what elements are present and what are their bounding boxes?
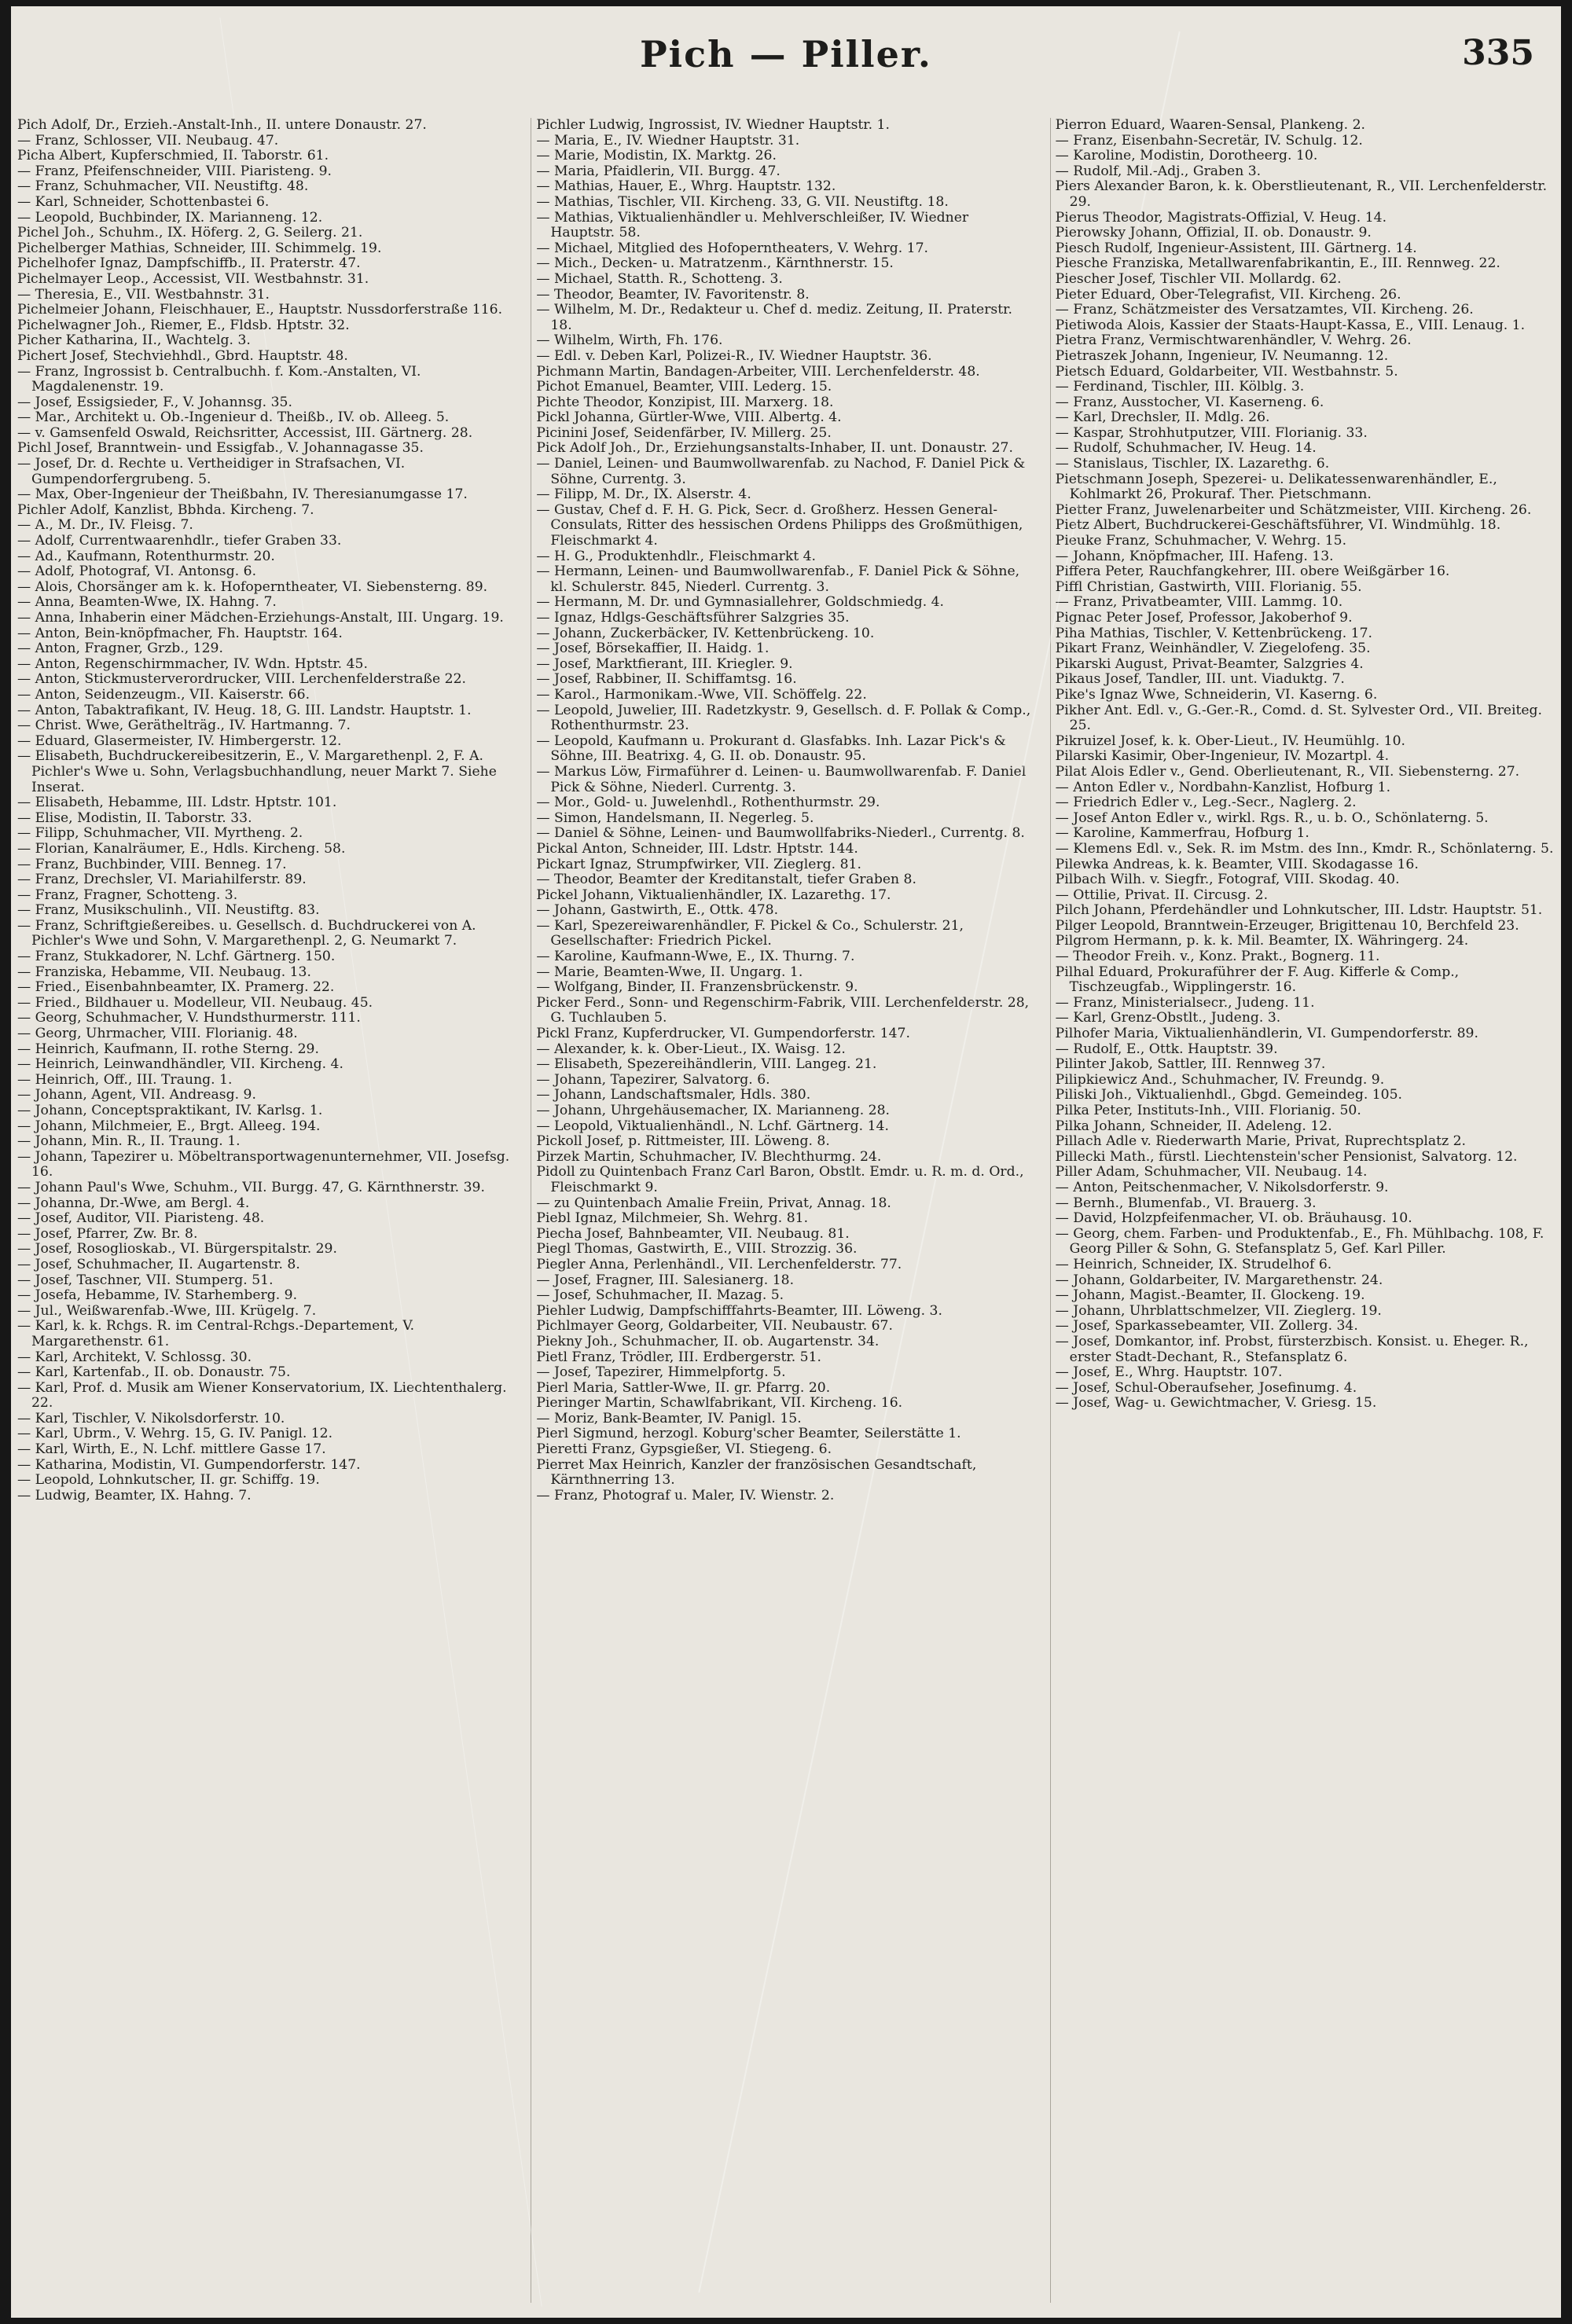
directory-entry: Picker Ferd., Sonn- und Regenschirm-Fabrik, VIII. Lerchenfelderstr. 28, G. Tuchlauben 5. <box>536 994 1030 1026</box>
directory-entry: Pilbach Wilh. v. Siegfr., Fotograf, VIII. Skodag. 40. <box>1055 872 1400 888</box>
directory-entry: Pichert Josef, Stechviehhdl., Gbrd. Hauptstr. 48. <box>17 347 348 364</box>
directory-entry: — Maria, E., IV. Wiedner Hauptstr. 31. <box>536 132 800 149</box>
directory-entry: — Michael, Mitglied des Hofoperntheaters, V. Wehrg. 17. <box>536 240 928 256</box>
directory-entry: — Rudolf, Schuhmacher, IV. Heug. 14. <box>1055 440 1317 457</box>
directory-entry: — Franz, Buchbinder, VIII. Benneg. 17. <box>17 856 287 872</box>
directory-entry: — Josef, Schuhmacher, II. Augartenstr. 8. <box>17 1256 300 1272</box>
directory-entry: — Elisabeth, Buchdruckereibesitzerin, E., V. Margarethenpl. 2, F. A. Pichler's Wwe u. Sohn, Verlagsbuchhandlung, neuer Markt 7. Siehe Inserat. <box>17 748 497 795</box>
directory-entry: — Leopold, Buchbinder, IX. Marianneng. 12. <box>17 209 323 226</box>
directory-entry: — Johann, Landschaftsmaler, Hdls. 380. <box>536 1087 811 1103</box>
directory-entry: — Franz, Schuhmacher, VII. Neustiftg. 48. <box>17 178 309 195</box>
directory-entry: — Daniel, Leinen- und Baumwollwarenfab. zu Nachod, F. Daniel Pick & Söhne, Currentg. 3. <box>536 456 1026 487</box>
directory-entry: — Eduard, Glasermeister, IV. Himbergerstr. 12. <box>17 732 342 749</box>
directory-entry: — Johann, Uhrblattschmelzer, VII. Zieglerg. 19. <box>1055 1302 1382 1319</box>
directory-entry: — Franz, Schlosser, VII. Neubaug. 47. <box>17 132 279 149</box>
directory-entry: — Karol., Harmonikam.-Wwe, VII. Schöffelg. 22. <box>536 686 867 703</box>
directory-entry: Piesche Franziska, Metallwarenfabrikantin, E., III. Rennweg. 22. <box>1055 255 1500 272</box>
directory-entry: — Markus Löw, Firmaführer d. Leinen- u. Baumwollwarenfab. F. Daniel Pick & Söhne, Niederl. Currentg. 3. <box>536 763 1027 795</box>
directory-entry: — David, Holzpfeifenmacher, VI. ob. Bräuhausg. 10. <box>1055 1210 1412 1227</box>
directory-entry: — Josef, Pfarrer, Zw. Br. 8. <box>17 1225 198 1242</box>
directory-entry: — H. G., Produktenhdlr., Fleischmarkt 4. <box>536 548 817 564</box>
directory-entry: Pickl Johanna, Gürtler-Wwe, VIII. Albertg. 4. <box>536 409 842 426</box>
directory-entry: Pichler Adolf, Kanzlist, Bbhda. Kircheng. 7. <box>17 501 314 518</box>
directory-entry: — Josef, Wag- u. Gewichtmacher, V. Griesg. 15. <box>1055 1395 1377 1412</box>
directory-entry: — Adolf, Currentwaarenhdlr., tiefer Graben 33. <box>17 533 342 549</box>
directory-entry: Pillach Adle v. Riederwarth Marie, Privat, Ruprechtsplatz 2. <box>1055 1133 1466 1150</box>
directory-entry: — Karoline, Modistin, Dorotheerg. 10. <box>1055 148 1318 164</box>
directory-entry: — Klemens Edl. v., Sek. R. im Mstm. des Inn., Kmdr. R., Schönlaterng. 5. <box>1055 840 1554 857</box>
directory-entry: Pichelmeier Johann, Fleischhauer, E., Hauptstr. Nussdorferstraße 116. <box>17 302 503 318</box>
directory-entry: — Ferdinand, Tischler, III. Kölblg. 3. <box>1055 379 1305 395</box>
directory-entry: — Theodor, Beamter, IV. Favoritenstr. 8. <box>536 286 810 303</box>
directory-entry: Pick Adolf Joh., Dr., Erziehungsanstalts-Inhaber, II. unt. Donaustr. 27. <box>536 440 1013 457</box>
directory-entry: Pilarski Kasimir, Ober-Ingenieur, IV. Mozartpl. 4. <box>1055 748 1390 765</box>
directory-entry: Piegl Thomas, Gastwirth, E., VIII. Strozzig. 36. <box>536 1241 858 1257</box>
directory-entry: Pieuke Franz, Schuhmacher, V. Wehrg. 15. <box>1055 533 1347 549</box>
directory-entry: — Johann, Goldarbeiter, IV. Margarethenstr. 24. <box>1055 1272 1383 1288</box>
directory-entry: Pikruizel Josef, k. k. Ober-Lieut., IV. Heumühlg. 10. <box>1055 732 1405 749</box>
directory-entry: — Max, Ober-Ingenieur der Theißbahn, IV. Theresianumgasse 17. <box>17 486 468 503</box>
directory-entry: — Josef, Dr. d. Rechte u. Vertheidiger in Strafsachen, VI. Gumpendorfergrubeng. 5. <box>17 456 406 487</box>
directory-entry: — Karl, Prof. d. Musik am Wiener Konservatorium, IX. Liechtenthalerg. 22. <box>17 1379 507 1412</box>
directory-entry: — Anton, Tabaktrafikant, IV. Heug. 18, G. III. Landstr. Hauptstr. 1. <box>17 702 472 718</box>
directory-entry: — Bernh., Blumenfab., VI. Brauerg. 3. <box>1055 1195 1317 1211</box>
directory-entry: — Anna, Beamten-Wwe, IX. Hahng. 7. <box>17 594 277 611</box>
directory-entry: — Marie, Modistin, IX. Marktg. 26. <box>536 148 777 164</box>
directory-entry: — Ottilie, Privat. II. Circusg. 2. <box>1055 887 1269 903</box>
directory-entry: — Franz, Schriftgießereibes. u. Gesellsch. d. Buchdruckerei von A. Pichler's Wwe und Sohn, V. Margarethenpl. 2, G. Neumarkt 7. <box>17 917 476 949</box>
directory-entry: — Karl, Architekt, V. Schlossg. 30. <box>17 1349 252 1365</box>
directory-entry: Piffl Christian, Gastwirth, VIII. Florianig. 55. <box>1055 578 1362 595</box>
directory-entry: — Adolf, Photograf, VI. Antonsg. 6. <box>17 564 257 580</box>
directory-entry: Picinini Josef, Seidenfärber, IV. Millerg. 25. <box>536 424 832 441</box>
column-left <box>17 118 516 2303</box>
directory-entry: Pilka Johann, Schneider, II. Adeleng. 12. <box>1055 1118 1332 1134</box>
directory-entry: — Karl, Wirth, E., N. Lchf. mittlere Gasse 17. <box>17 1441 326 1458</box>
directory-entry: Pilgrom Hermann, p. k. k. Mil. Beamter, IX. Währingerg. 24. <box>1055 933 1469 949</box>
directory-entry: Pidoll zu Quintenbach Franz Carl Baron, Obstlt. Emdr. u. R. m. d. Ord., Fleischmarkt 9. <box>536 1164 1024 1195</box>
directory-entry: — Karl, Ubrm., V. Wehrg. 15, G. IV. Panigl. 12. <box>17 1426 333 1442</box>
directory-entry: — Johann, Magist.-Beamter, II. Glockeng. 19. <box>1055 1287 1365 1304</box>
directory-entry: — Gustav, Chef d. F. H. G. Pick, Secr. d. Großherz. Hessen General-Consulats, Ritter des hessischen Ordens Philipps des Großmüthigen, Fleischmarkt 4. <box>536 501 1023 549</box>
directory-entry: — Leopold, Juwelier, III. Radetzkystr. 9, Gesellsch. d. F. Pollak & Comp., Rothenthurmstr. 23. <box>536 702 1031 734</box>
directory-entry: — v. Gamsenfeld Oswald, Reichsritter, Accessist, III. Gärtnerg. 28. <box>17 424 473 441</box>
directory-entry: — Johann, Agent, VII. Andreasg. 9. <box>17 1087 256 1103</box>
directory-entry: — Franziska, Hebamme, VII. Neubaug. 13. <box>17 964 311 980</box>
directory-entry: Piegler Anna, Perlenhändl., VII. Lerchenfelderstr. 77. <box>536 1256 902 1272</box>
directory-entry: — Franz, Ministerialsecr., Judeng. 11. <box>1055 994 1315 1011</box>
directory-entry: — Florian, Kanalräumer, E., Hdls. Kircheng. 58. <box>17 840 346 857</box>
directory-entry: Pilat Alois Edler v., Gend. Oberlieutenant, R., VII. Siebensterng. 27. <box>1055 763 1520 780</box>
directory-entry: Piesch Rudolf, Ingenieur-Assistent, III. Gärtnerg. 14. <box>1055 240 1417 256</box>
directory-entry: — Johann, Gastwirth, E., Ottk. 478. <box>536 902 779 919</box>
directory-entry: Pilch Johann, Pferdehändler und Lohnkutscher, III. Ldstr. Hauptstr. 51. <box>1055 902 1543 919</box>
column-right <box>1050 118 1555 2303</box>
directory-entry: Pignac Peter Josef, Professor, Jakoberhof 9. <box>1055 610 1353 626</box>
directory-entry: Pichelhofer Ignaz, Dampfschiffb., II. Praterstr. 47. <box>17 255 361 272</box>
directory-entry: Piecha Josef, Bahnbeamter, VII. Neubaug. 81. <box>536 1225 850 1242</box>
directory-entry: — A., M. Dr., IV. Fleisg. 7. <box>17 517 193 534</box>
directory-entry: Pike's Ignaz Wwe, Schneiderin, VI. Kaserng. 6. <box>1055 686 1378 703</box>
column-middle <box>531 118 1035 2303</box>
directory-entry: — Mich., Decken- u. Matratzenm., Kärnthnerstr. 15. <box>536 255 894 272</box>
directory-entry: — Theresia, E., VII. Westbahnstr. 31. <box>17 286 270 303</box>
directory-entry: — Josef, Auditor, VII. Piaristeng. 48. <box>17 1210 265 1227</box>
directory-entry: — Heinrich, Schneider, IX. Strudelhof 6. <box>1055 1256 1332 1272</box>
directory-entry: — Anton, Regenschirmmacher, IV. Wdn. Hptstr. 45. <box>17 655 368 672</box>
directory-entry: — Franz, Stukkadorer, N. Lchf. Gärtnerg. 150. <box>17 949 336 965</box>
directory-entry: Pierret Max Heinrich, Kanzler der französischen Gesandtschaft, Kärnthnerring 13. <box>536 1456 977 1489</box>
directory-entry: Pich Adolf, Dr., Erzieh.-Anstalt-Inh., II. untere Donaustr. 27. <box>17 118 427 133</box>
directory-entry: — Anton Edler v., Nordbahn-Kanzlist, Hofburg 1. <box>1055 779 1391 795</box>
directory-entry: — Leopold, Viktualienhändl., N. Lchf. Gärtnerg. 14. <box>536 1118 889 1134</box>
directory-entry: — Josef, Schuhmacher, II. Mazag. 5. <box>536 1287 784 1304</box>
directory-entry: — Karl, Tischler, V. Nikolsdorferstr. 10. <box>17 1410 285 1426</box>
directory-entry: — Johann, Conceptspraktikant, IV. Karlsg. 1. <box>17 1103 323 1118</box>
page-title: Pich — Piller. <box>640 33 932 75</box>
directory-entry: Pilipkiewicz And., Schuhmacher, IV. Freundg. 9. <box>1055 1071 1385 1088</box>
directory-entry: Pierl Sigmund, herzogl. Koburg'scher Beamter, Seilerstätte 1. <box>536 1426 961 1442</box>
directory-entry: — Anton, Peitschenmacher, V. Nikolsdorferstr. 9. <box>1055 1179 1389 1195</box>
directory-entry: Pichl Josef, Branntwein- und Essigfab., V. Johannagasse 35. <box>17 440 424 457</box>
directory-entry: — Mathias, Tischler, VII. Kircheng. 33, G. VII. Neustiftg. 18. <box>536 193 949 210</box>
directory-entry: — Ad., Kaufmann, Rotenthurmstr. 20. <box>17 548 275 564</box>
directory-entry: — Anton, Bein-knöpfmacher, Fh. Hauptstr. 164. <box>17 625 343 641</box>
page-header <box>11 33 1561 88</box>
directory-entry: — Mathias, Viktualienhändler u. Mehlverschleißer, IV. Wiedner Hauptstr. 58. <box>536 209 969 241</box>
directory-entry: Pieter Eduard, Ober-Telegrafist, VII. Kircheng. 26. <box>1055 286 1401 303</box>
directory-entry: Pichot Emanuel, Beamter, VIII. Lederg. 15. <box>536 379 832 395</box>
directory-entry: Pierus Theodor, Magistrats-Offizial, V. Heug. 14. <box>1055 209 1387 226</box>
directory-entry: — Leopold, Lohnkutscher, II. gr. Schiffg. 19. <box>17 1472 320 1489</box>
directory-entry: Pierowsky Johann, Offizial, II. ob. Donaustr. 9. <box>1055 225 1372 241</box>
directory-entry: — Johann, Tapezirer, Salvatorg. 6. <box>536 1071 770 1088</box>
directory-entry: — Georg, Schuhmacher, V. Hundsthurmerstr. 111. <box>17 1010 361 1026</box>
directory-entry: — Josef, Tapezirer, Himmelpfortg. 5. <box>536 1364 786 1381</box>
directory-entry: — Karoline, Kammerfrau, Hofburg 1. <box>1055 825 1309 842</box>
directory-entry: Pickart Ignaz, Strumpfwirker, VII. Zieglerg. 81. <box>536 856 861 872</box>
directory-entry: — Johann, Min. R., II. Traung. 1. <box>17 1133 241 1150</box>
directory-entry: Pilka Peter, Instituts-Inh., VIII. Florianig. 50. <box>1055 1103 1361 1118</box>
directory-entry: Pieringer Martin, Schawlfabrikant, VII. Kircheng. 16. <box>536 1395 903 1412</box>
directory-entry: Pilhal Eduard, Prokuraführer der F. Aug. Kifferle & Comp., Tischzeugfab., Wipplingerstr. 16. <box>1055 964 1460 996</box>
directory-entry: — Josef, Börsekaffier, II. Haidg. 1. <box>536 641 769 657</box>
page-number: 335 <box>1462 33 1534 73</box>
directory-entry: — Josef Anton Edler v., wirkl. Rgs. R., u. b. O., Schönlaterng. 5. <box>1055 810 1489 826</box>
directory-entry: — Josef, E., Whrg. Hauptstr. 107. <box>1055 1364 1283 1381</box>
directory-entry: — Josefa, Hebamme, IV. Starhemberg. 9. <box>17 1287 298 1304</box>
directory-entry: — Maria, Pfaidlerin, VII. Burgg. 47. <box>536 163 780 179</box>
directory-entry: — Marie, Beamten-Wwe, II. Ungarg. 1. <box>536 964 803 980</box>
directory-entry: — Ludwig, Beamter, IX. Hahng. 7. <box>17 1487 252 1503</box>
directory-entry: — Johann, Milchmeier, E., Brgt. Alleeg. 194. <box>17 1118 321 1134</box>
directory-entry: — Christ. Wwe, Geräthelträg., IV. Hartmanng. 7. <box>17 718 351 734</box>
directory-page <box>11 6 1561 2318</box>
directory-entry: — Leopold, Kaufmann u. Prokurant d. Glasfabks. Inh. Lazar Pick's & Söhne, III. Beatrixg. 4, G. II. ob. Donaustr. 95. <box>536 732 1006 765</box>
directory-entry: — Johann, Knöpfmacher, III. Hafeng. 13. <box>1055 548 1334 564</box>
directory-entry: — Mathias, Hauer, E., Whrg. Hauptstr. 132. <box>536 178 836 195</box>
directory-entry: Piekny Joh., Schuhmacher, II. ob. Augartenstr. 34. <box>536 1333 880 1349</box>
directory-entry: — Karl, Drechsler, II. Mdlg. 26. <box>1055 409 1270 426</box>
directory-entry: Pilhofer Maria, Viktualienhändlerin, VI. Gumpendorferstr. 89. <box>1055 1026 1478 1042</box>
directory-entry: — Josef, Taschner, VII. Stumperg. 51. <box>17 1272 274 1288</box>
directory-entry: — Johanna, Dr.-Wwe, am Bergl. 4. <box>17 1195 250 1211</box>
directory-entry: — Jul., Weißwarenfab.-Wwe, III. Krügelg. 7. <box>17 1302 317 1319</box>
directory-entry: — Josef, Fragner, III. Salesianerg. 18. <box>536 1272 795 1288</box>
directory-entry: — Josef, Essigsieder, F., V. Johannsg. 35. <box>17 394 292 410</box>
directory-entry: Pietsch Eduard, Goldarbeiter, VII. Westbahnstr. 5. <box>1055 363 1398 380</box>
directory-entry: — Josef, Domkantor, inf. Probst, fürsterzbisch. Konsist. u. Eheger. R., erster Stadt-Dechant, R., Stefansplatz 6. <box>1055 1333 1529 1365</box>
directory-entry: — Anton, Stickmusterverordrucker, VIII. Lerchenfelderstraße 22. <box>17 671 467 688</box>
directory-entry: — Heinrich, Off., III. Traung. 1. <box>17 1071 233 1088</box>
directory-entry: — Daniel & Söhne, Leinen- und Baumwollfabriks-Niederl., Currentg. 8. <box>536 825 1025 842</box>
directory-entry: Piliski Joh., Viktualienhdl., Gbgd. Gemeindeg. 105. <box>1055 1087 1403 1103</box>
directory-entry: — Anton, Fragner, Grzb., 129. <box>17 641 223 657</box>
directory-entry: — Josef, Rosoglioskab., VI. Bürgerspitalstr. 29. <box>17 1241 337 1257</box>
directory-entry: Pichelwagner Joh., Riemer, E., Fldsb. Hptstr. 32. <box>17 317 350 333</box>
directory-entry: — Friedrich Edler v., Leg.-Secr., Naglerg. 2. <box>1055 795 1357 811</box>
directory-entry: Pichelberger Mathias, Schneider, III. Schimmelg. 19. <box>17 240 382 256</box>
directory-entry: — Filipp, M. Dr., IX. Alserstr. 4. <box>536 486 751 503</box>
directory-entry: — Katharina, Modistin, VI. Gumpendorferstr. 147. <box>17 1456 361 1473</box>
directory-entry: — Franz, Ausstocher, VI. Kaserneng. 6. <box>1055 394 1324 410</box>
directory-entry: Piers Alexander Baron, k. k. Oberstlieutenant, R., VII. Lerchenfelderstr. 29. <box>1055 178 1548 210</box>
directory-entry: — Mor., Gold- u. Juwelenhdl., Rothenthurmstr. 29. <box>536 795 880 811</box>
directory-entry: — Rudolf, Mil.-Adj., Graben 3. <box>1055 163 1262 179</box>
directory-entry: — Karl, Grenz-Obstlt., Judeng. 3. <box>1055 1010 1281 1026</box>
directory-entry: — Franz, Privatbeamter, VIII. Lammg. 10. <box>1055 594 1343 611</box>
directory-entry: — Karl, Schneider, Schottenbastei 6. <box>17 193 270 210</box>
directory-entry: — Georg, chem. Farben- und Produktenfab., E., Fh. Mühlbachg. 108, F. Georg Piller & Sohn, G. Stefansplatz 5, Gef. Karl Piller. <box>1055 1225 1544 1257</box>
directory-entry: — Johann, Uhrgehäusemacher, IX. Marianneng. 28. <box>536 1103 890 1118</box>
directory-entry: Pietiwoda Alois, Kassier der Staats-Haupt-Kassa, E., VIII. Lenaug. 1. <box>1055 317 1526 333</box>
directory-entry: Pietra Franz, Vermischtwarenhändler, V. Wehrg. 26. <box>1055 332 1412 349</box>
directory-entry: — Franz, Pfeifenschneider, VIII. Piaristeng. 9. <box>17 163 332 179</box>
directory-entry: — Elisabeth, Spezereihändlerin, VIII. Langeg. 21. <box>536 1056 877 1073</box>
directory-entry: — Kaspar, Strohhutputzer, VIII. Florianig. 33. <box>1055 424 1368 441</box>
directory-entry: Pickoll Josef, p. Rittmeister, III. Löweng. 8. <box>536 1133 830 1150</box>
directory-entry: — Wilhelm, M. Dr., Redakteur u. Chef d. mediz. Zeitung, II. Praterstr. 18. <box>536 302 1012 333</box>
directory-entry: — Franz, Musikschulinh., VII. Neustiftg. 83. <box>17 902 320 919</box>
directory-entry: — Hermann, M. Dr. und Gymnasiallehrer, Goldschmiedg. 4. <box>536 594 945 611</box>
directory-entry: — Heinrich, Leinwandhändler, VII. Kircheng. 4. <box>17 1056 343 1073</box>
directory-entry: — Wolfgang, Binder, II. Franzensbrückenstr. 9. <box>536 979 858 996</box>
directory-entry: — Fried., Bildhauer u. Modelleur, VII. Neubaug. 45. <box>17 994 373 1011</box>
directory-entry: — Wilhelm, Wirth, Fh. 176. <box>536 332 723 349</box>
directory-entry: Pikaus Josef, Tandler, III. unt. Viaduktg. 7. <box>1055 671 1345 688</box>
directory-entry: — Edl. v. Deben Karl, Polizei-R., IV. Wiedner Hauptstr. 36. <box>536 347 932 364</box>
directory-entry: — Karl, k. k. Rchgs. R. im Central-Rchgs.-Departement, V. Margarethenstr. 61. <box>17 1318 415 1349</box>
directory-entry: Pichelmayer Leop., Accessist, VII. Westbahnstr. 31. <box>17 270 369 287</box>
directory-entry: — Josef, Marktfierant, III. Kriegler. 9. <box>536 655 793 672</box>
directory-entry: Pietraszek Johann, Ingenieur, IV. Neumanng. 12. <box>1055 347 1389 364</box>
directory-entry: — Theodor, Beamter der Kreditanstalt, tiefer Graben 8. <box>536 872 916 888</box>
directory-entry: — Josef, Schul-Oberaufseher, Josefinumg. 4. <box>1055 1379 1357 1396</box>
directory-entry: — zu Quintenbach Amalie Freiin, Privat, Annag. 18. <box>536 1195 891 1211</box>
directory-entry: Pikarski August, Privat-Beamter, Salzgries 4. <box>1055 655 1364 672</box>
directory-entry: — Josef, Sparkassebeamter, VII. Zollerg. 34. <box>1055 1318 1358 1335</box>
directory-entry: — Mar., Architekt u. Ob.-Ingenieur d. Theißb., IV. ob. Alleeg. 5. <box>17 409 450 426</box>
directory-entry: Picher Katharina, II., Wachtelg. 3. <box>17 332 251 349</box>
directory-entry: — Alois, Chorsänger am k. k. Hofoperntheater, VI. Siebensterng. 89. <box>17 578 488 595</box>
directory-entry: — Moriz, Bank-Beamter, IV. Panigl. 15. <box>536 1410 802 1426</box>
directory-entry: — Franz, Schätzmeister des Versatzamtes, VII. Kircheng. 26. <box>1055 302 1474 318</box>
directory-entry: Pirzek Martin, Schuhmacher, IV. Blechthurmg. 24. <box>536 1148 882 1165</box>
directory-entry: Piebl Ignaz, Milchmeier, Sh. Wehrg. 81. <box>536 1210 809 1227</box>
directory-entry: — Karoline, Kaufmann-Wwe, E., IX. Thurng. 7. <box>536 949 855 965</box>
directory-columns <box>17 118 1555 2303</box>
directory-entry: Pietl Franz, Trödler, III. Erdbergerstr. 51. <box>536 1349 821 1365</box>
directory-entry: — Karl, Kartenfab., II. ob. Donaustr. 75. <box>17 1364 291 1381</box>
directory-entry: — Elisabeth, Hebamme, III. Ldstr. Hptstr. 101. <box>17 795 337 811</box>
directory-entry: — Josef, Rabbiner, II. Schiffamtsg. 16. <box>536 671 797 688</box>
directory-entry: — Anton, Seidenzeugm., VII. Kaiserstr. 66. <box>17 686 310 703</box>
directory-entry: Pieretti Franz, Gypsgießer, VI. Stiegeng. 6. <box>536 1441 832 1458</box>
directory-entry: Piller Adam, Schuhmacher, VII. Neubaug. 14. <box>1055 1164 1368 1180</box>
directory-entry: — Johann, Zuckerbäcker, IV. Kettenbrückeng. 10. <box>536 625 875 641</box>
directory-entry: Pikart Franz, Weinhändler, V. Ziegelofeng. 35. <box>1055 641 1371 657</box>
directory-entry: Piffera Peter, Rauchfangkehrer, III. obere Weißgärber 16. <box>1055 564 1450 580</box>
directory-entry: — Rudolf, E., Ottk. Hauptstr. 39. <box>1055 1041 1278 1057</box>
directory-entry: — Michael, Statth. R., Schotteng. 3. <box>536 270 783 287</box>
directory-entry: Pichel Joh., Schuhm., IX. Höferg. 2, G. Seilerg. 21. <box>17 225 363 241</box>
directory-entry: Pierl Maria, Sattler-Wwe, II. gr. Pfarrg. 20. <box>536 1379 831 1396</box>
directory-entry: — Fried., Eisenbahnbeamter, IX. Pramerg. 22. <box>17 979 335 996</box>
directory-entry: Pichler Ludwig, Ingrossist, IV. Wiedner Hauptstr. 1. <box>536 118 890 133</box>
directory-entry: Pilger Leopold, Branntwein-Erzeuger, Brigittenau 10, Berchfeld 23. <box>1055 917 1519 934</box>
directory-entry: — Theodor Freih. v., Konz. Prakt., Bognerg. 11. <box>1055 949 1380 965</box>
directory-entry: — Karl, Spezereiwarenhändler, F. Pickel & Co., Schulerstr. 21, Gesellschafter: Friedrich Pickel. <box>536 917 964 949</box>
directory-entry: Pillecki Math., fürstl. Liechtenstein'scher Pensionist, Salvatorg. 12. <box>1055 1148 1518 1165</box>
directory-entry: — Heinrich, Kaufmann, II. rothe Sterng. 29. <box>17 1041 319 1057</box>
directory-entry: Piha Mathias, Tischler, V. Kettenbrückeng. 17. <box>1055 625 1372 641</box>
directory-entry: — Franz, Ingrossist b. Centralbuchh. f. Kom.-Anstalten, VI. Magdalenenstr. 19. <box>17 363 421 395</box>
directory-entry: Pichmann Martin, Bandagen-Arbeiter, VIII. Lerchenfelderstr. 48. <box>536 363 980 380</box>
directory-entry: Pietter Franz, Juwelenarbeiter und Schätzmeister, VIII. Kircheng. 26. <box>1055 501 1532 518</box>
directory-entry: Pilinter Jakob, Sattler, III. Rennweg 37. <box>1055 1056 1326 1073</box>
directory-entry: — Franz, Drechsler, VI. Mariahilferstr. 89. <box>17 872 307 888</box>
directory-entry: — Anna, Inhaberin einer Mädchen-Erziehungs-Anstalt, III. Ungarg. 19. <box>17 610 504 626</box>
directory-entry: — Elise, Modistin, II. Taborstr. 33. <box>17 810 252 826</box>
directory-entry: Pichte Theodor, Konzipist, III. Marxerg. 18. <box>536 394 834 410</box>
directory-entry: — Franz, Photograf u. Maler, IV. Wienstr. 2. <box>536 1487 835 1503</box>
directory-entry: Pickl Franz, Kupferdrucker, VI. Gumpendorferstr. 147. <box>536 1026 910 1042</box>
directory-entry: — Stanislaus, Tischler, IX. Lazarethg. 6. <box>1055 456 1330 472</box>
directory-entry: Piescher Josef, Tischler VII. Mollardg. 62. <box>1055 270 1342 287</box>
directory-entry: — Georg, Uhrmacher, VIII. Florianig. 48. <box>17 1026 298 1042</box>
directory-entry: Pietz Albert, Buchdruckerei-Geschäftsführer, VI. Windmühlg. 18. <box>1055 517 1501 534</box>
directory-entry: Picha Albert, Kupferschmied, II. Taborstr. 61. <box>17 148 329 164</box>
directory-entry: — Franz, Fragner, Schotteng. 3. <box>17 887 238 903</box>
directory-entry: — Filipp, Schuhmacher, VII. Myrtheng. 2. <box>17 825 303 842</box>
directory-entry: Pierron Eduard, Waaren-Sensal, Plankeng. 2. <box>1055 118 1366 133</box>
directory-entry: Piehler Ludwig, Dampfschifffahrts-Beamter, III. Löweng. 3. <box>536 1302 942 1319</box>
directory-entry: — Ignaz, Hdlgs-Geschäftsführer Salzgries 35. <box>536 610 850 626</box>
directory-entry: Pickal Anton, Schneider, III. Ldstr. Hptstr. 144. <box>536 840 858 857</box>
directory-entry: Pilewka Andreas, k. k. Beamter, VIII. Skodagasse 16. <box>1055 856 1419 872</box>
directory-entry: Pickel Johann, Viktualienhändler, IX. Lazarethg. 17. <box>536 887 891 903</box>
directory-entry: Pichlmayer Georg, Goldarbeiter, VII. Neubaustr. 67. <box>536 1318 893 1335</box>
directory-entry: — Simon, Handelsmann, II. Negerleg. 5. <box>536 810 814 826</box>
directory-entry: — Hermann, Leinen- und Baumwollwarenfab., F. Daniel Pick & Söhne, kl. Schulerstr. 845, Niederl. Currentg. 3. <box>536 564 1020 595</box>
directory-entry: — Alexander, k. k. Ober-Lieut., IX. Waisg. 12. <box>536 1041 846 1057</box>
directory-entry: Pikher Ant. Edl. v., G.-Ger.-R., Comd. d. St. Sylvester Ord., VII. Breiteg. 25. <box>1055 702 1542 734</box>
directory-entry: — Johann, Tapezirer u. Möbeltransportwagenunternehmer, VII. Josefsg. 16. <box>17 1148 510 1180</box>
directory-entry: Pietschmann Joseph, Spezerei- u. Delikatessenwarenhändler, E., Kohlmarkt 26, Prokuraf. Ther. Pietschmann. <box>1055 471 1497 503</box>
directory-entry: — Franz, Eisenbahn-Secretär, IV. Schulg. 12. <box>1055 132 1363 149</box>
directory-entry: — Johann Paul's Wwe, Schuhm., VII. Burgg. 47, G. Kärnthnerstr. 39. <box>17 1179 485 1195</box>
